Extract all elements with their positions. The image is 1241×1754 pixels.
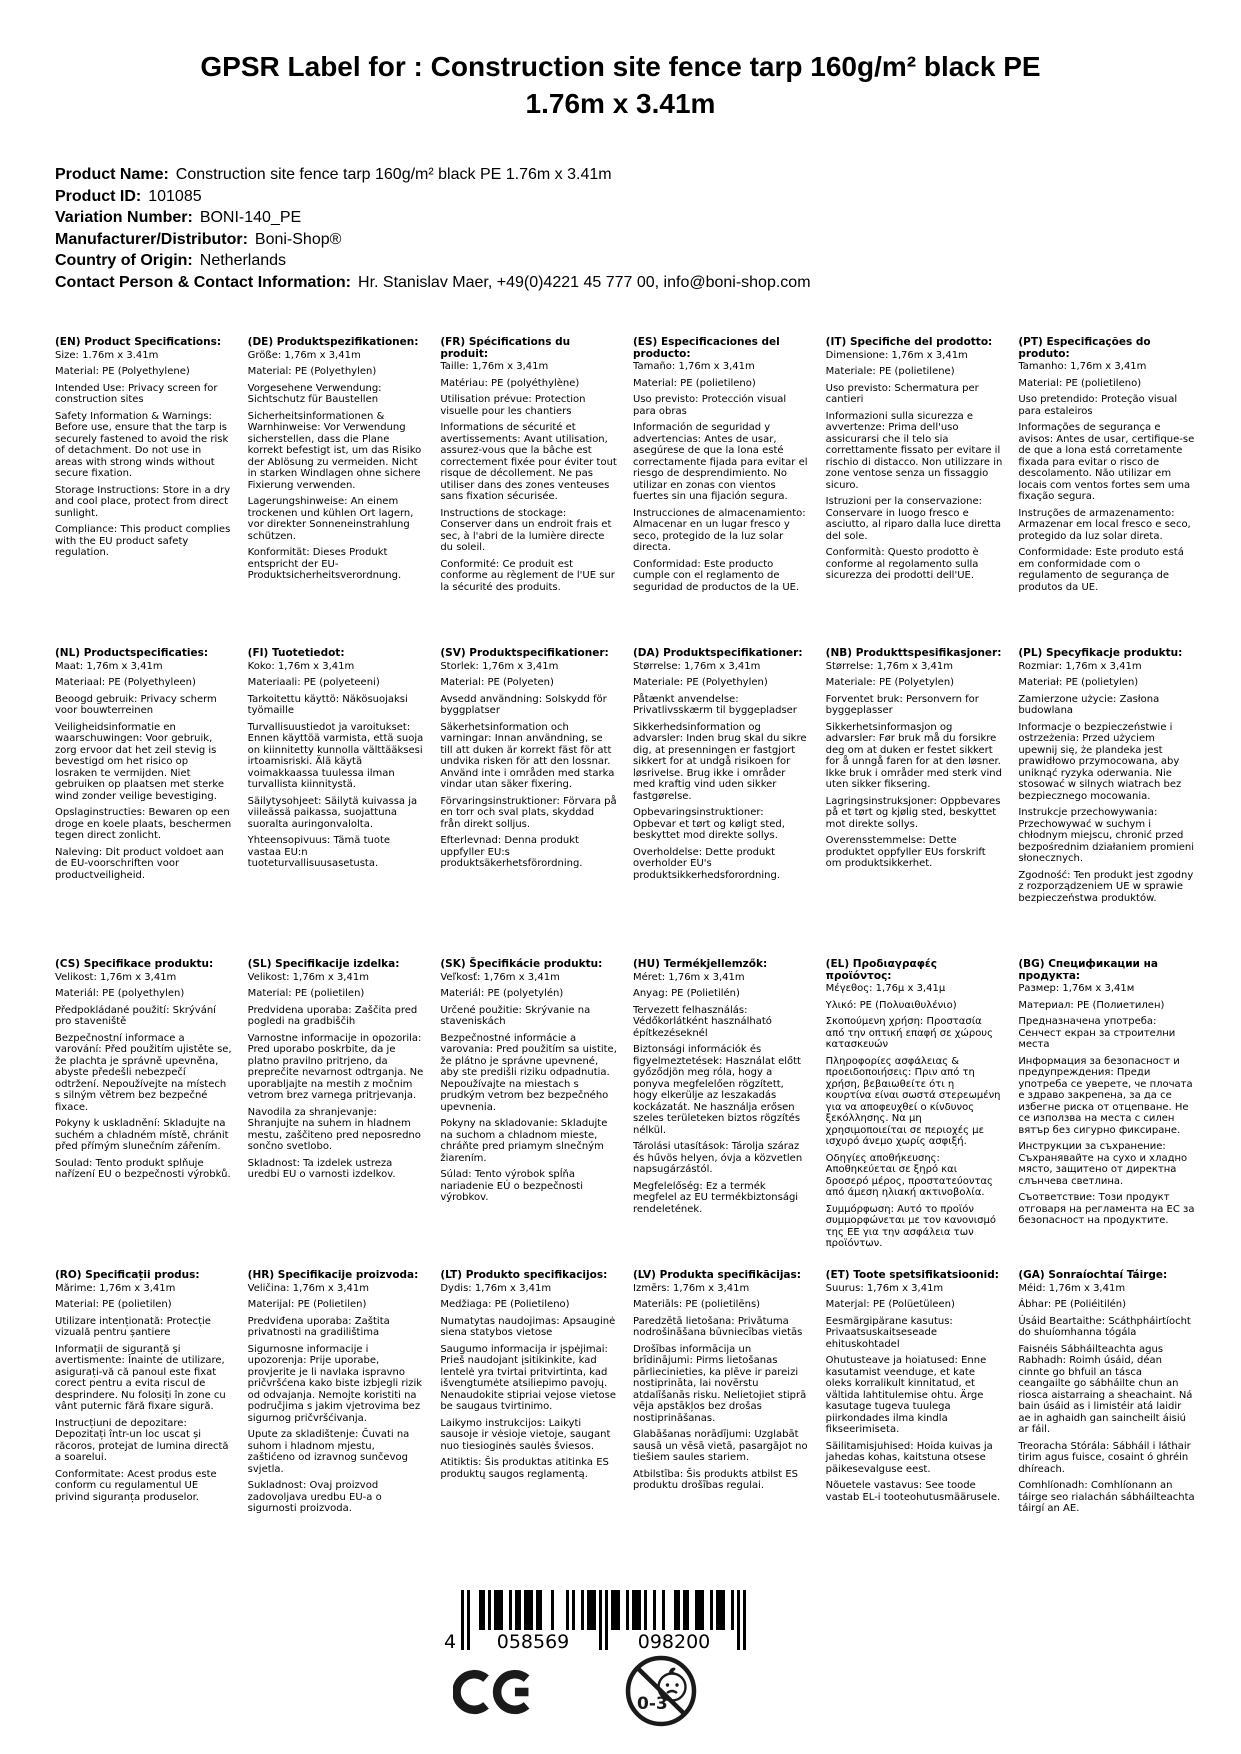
spec-block-heading: (PT) Especificações do produto: bbox=[1018, 336, 1151, 360]
product-info-row bbox=[55, 164, 1201, 186]
spec-block-sl bbox=[248, 959, 425, 1270]
spec-paragraph: Predviđena uporaba: Zaštita privatnosti na gradilištima bbox=[247, 1315, 390, 1338]
spec-paragraph: Laikymo instrukcijos: Laikyti sausoje ir vėsioje vietoje, saugant nuo tiesioginės saulės šviesos. bbox=[440, 1417, 611, 1452]
spec-paragraph: Material: PE (Polyethylene) bbox=[55, 366, 190, 377]
spec-paragraph: Koko: 1,76m x 3,41m bbox=[247, 660, 355, 672]
spec-paragraph: Numatytas naudojimas: Apsauginė siena statybos vietose bbox=[440, 1315, 616, 1338]
product-info-row bbox=[55, 250, 1201, 272]
spec-paragraph: Tarkoitettu käyttö: Näkösuojaksi työmaille bbox=[247, 693, 408, 716]
spec-block-heading: (HU) Termékjellemzők: bbox=[633, 958, 768, 970]
spec-paragraph: Uso previsto: Protección visual para obras bbox=[633, 394, 787, 417]
spec-paragraph: Taille: 1,76m x 3,41m bbox=[440, 361, 549, 372]
spec-paragraph: Intended Use: Privacy screen for construction sites bbox=[55, 382, 218, 405]
spec-block-hr bbox=[248, 1270, 425, 1581]
spec-paragraph: Materiál: PE (polyethylen) bbox=[55, 988, 185, 999]
spec-paragraph: Velikost: 1,76m x 3,41m bbox=[247, 971, 369, 983]
spec-paragraph: Biztonsági információk és figyelmeztetések: Használat előtt győződjön meg róla, hogy a ponyva megfelelően rögzített, hogy elkerülje az leszakadás kockázatát. Ne használja erősen szeles területeken biztos rögzítés nélkül. bbox=[633, 1044, 801, 1136]
spec-paragraph: Turvallisuustiedot ja varoitukset: Ennen käyttöä varmista, että suoja on kiinnitetty kunnolla välttääksesi irtoamisriski. Älä käytä voimakkaassa tuulessa ilman turvallista kiinnitystä. bbox=[247, 721, 424, 790]
spec-block-heading: (BG) Спецификации на продукта: bbox=[1018, 958, 1158, 982]
spec-paragraph: Sikkerhetsinformasjon og advarsler: Før bruk må du forsikre deg om at duken er festet sikkert for å unngå faren for at den løsner. Ikke bruk i områder med sterk vind uten sikker fiksering. bbox=[825, 721, 1002, 790]
spec-paragraph: Conformité: Ce produit est conforme au règlement de l'UE sur la sécurité des produits. bbox=[440, 558, 615, 593]
spec-paragraph: Sukladnost: Ovaj proizvod zadovoljava uredbu EU-a o sigurnosti proizvoda. bbox=[247, 1480, 382, 1514]
spec-paragraph: Säilitamisjuhised: Hoida kuivas ja jahedas kohas, kaitstuna otsese päikesevalguse eest. bbox=[825, 1440, 993, 1475]
spec-block-heading: (HR) Specifikacije proizvoda: bbox=[247, 1269, 419, 1281]
spec-paragraph: Съответствие: Този продукт отговаря на регламента на ЕС за безопасност на продуктите. bbox=[1018, 1192, 1195, 1226]
spec-paragraph: Sigurnosne informacije i upozorenja: Prije uporabe, provjerite je li navlaka ispravno pričvršćena kako biste izbjegli rizik od odvajanja. Nemojte koristiti na područjima s jakim vjetrovima bez sigurnog pričvršćivanja. bbox=[247, 1343, 423, 1424]
spec-paragraph: Tárolási utasítások: Tárolja száraz és hűvös helyen, óvja a közvetlen napsugárzástól. bbox=[633, 1141, 803, 1175]
spec-paragraph: Säilytysohjeet: Säilytä kuivassa ja viileässä paikassa, suojattuna suoralta auringonvalolta. bbox=[247, 795, 418, 830]
spec-paragraph: Информация за безопасност и предупреждения: Преди употреба се уверете, че плочата е здраво закрепена, за да се избегне риска от отцепване. Не се използва на места с силен вятър без сигурно фиксиране. bbox=[1018, 1055, 1193, 1136]
spec-paragraph: Material: PE (Polyeten) bbox=[440, 677, 554, 688]
spec-paragraph: Materjal: PE (Polüetüleen) bbox=[825, 1299, 955, 1310]
spec-paragraph: Material: PE (polietilen) bbox=[55, 1299, 172, 1310]
spec-paragraph: Förvaringsinstruktioner: Förvara på en torr och sval plats, skyddad från direkt solljus. bbox=[440, 795, 617, 830]
spec-paragraph: Storlek: 1,76m x 3,41m bbox=[440, 660, 559, 672]
spec-paragraph: Veiligheidsinformatie en waarschuwingen: Voor gebruik, zorg ervoor dat het zeil stevig is bevestigd om het risico op losraken te vermijden. Niet gebruiken op plaatsen met sterke wind zonder veilige bevestiging. bbox=[55, 721, 224, 802]
spec-paragraph: Πληροφορίες ασφάλειας & προειδοποιήσεις: Πριν από τη χρήση, βεβαιωθείτε ότι η κουρτίνα είναι σωστά στερεωμένη για να αποφευχθεί ο κίνδυνος ξεκόλλησης. Να μη χρησιμοποιείται σε περιοχές με ισχυρό άνεμο χωρίς ασφιξή. bbox=[825, 1055, 1001, 1147]
baby-face-eyes bbox=[666, 1683, 679, 1686]
spec-paragraph: Materijal: PE (Polietilen) bbox=[247, 1299, 367, 1310]
spec-block-pt bbox=[1018, 337, 1195, 648]
spec-paragraph: Instrukcje przechowywania: Przechowywać w suchym i chłodnym miejscu, chronić przed bezpośrednim działaniem promieni słonecznych. bbox=[1018, 807, 1194, 864]
spec-block-heading: (GA) Sonraíochtaí Táirge: bbox=[1018, 1269, 1168, 1281]
page-title bbox=[0, 48, 1241, 122]
spec-block-heading: (FR) Spécifications du produit: bbox=[440, 336, 571, 360]
spec-block-el bbox=[826, 959, 1003, 1270]
product-info-row bbox=[55, 186, 1201, 208]
spec-paragraph: Materiāls: PE (polietilēns) bbox=[633, 1299, 761, 1310]
spec-paragraph: Μέγεθος: 1,76μ x 3,41μ bbox=[825, 983, 946, 994]
spec-block-lt bbox=[440, 1270, 617, 1581]
spec-paragraph: Säkerhetsinformation och varningar: Innan användning, se till att duken är korrekt fäst för att undvika risken för att den lossnar. Använd inte i områden med starka vindar utan säker fixering. bbox=[440, 721, 615, 790]
spec-block-fr bbox=[440, 337, 617, 648]
spec-paragraph: Velikost: 1,76m x 3,41m bbox=[55, 971, 177, 983]
spec-paragraph: Größe: 1,76m x 3,41m bbox=[247, 349, 361, 361]
spec-paragraph: Påtænkt anvendelse: Privatlivsskærm til byggepladser bbox=[633, 693, 797, 716]
spec-paragraph: Informații de siguranță și avertismente: Înainte de utilizare, asigurați-vă că panoul este fixat corect pentru a evita riscul de desprindere. Nu folosiți în zone cu vânt puternic fără fixare sigură. bbox=[55, 1343, 226, 1412]
product-info-label: Product ID: bbox=[55, 187, 142, 205]
spec-block-heading: (EN) Product Specifications: bbox=[55, 336, 222, 348]
spec-block-heading: (ES) Especificaciones del producto: bbox=[633, 336, 780, 360]
spec-paragraph: Materiaal: PE (Polyethyleen) bbox=[55, 677, 196, 688]
spec-paragraph: Instrucțiuni de depozitare: Depozitați într-un loc uscat și răcoros, protejat de lumina directă a soarelui. bbox=[55, 1417, 229, 1463]
spec-paragraph: Soulad: Tento produkt splňuje nařízení EU o bezpečnosti výrobků. bbox=[55, 1157, 231, 1180]
spec-paragraph: Συμμόρφωση: Αυτό το προϊόν συμμορφώνεται με τον κανονισμό της ΕΕ για την ασφάλεια των προϊόντων. bbox=[825, 1203, 996, 1249]
spec-paragraph: Conformitate: Acest produs este conform cu regulamentul UE privind siguranța produselor. bbox=[55, 1468, 217, 1503]
spec-block-heading: (NL) Productspecificaties: bbox=[55, 647, 209, 659]
product-info-value: Boni-Shop® bbox=[254, 230, 342, 248]
spec-paragraph: Varnostne informacije in opozorila: Pred uporabo poskrbite, da je platno pravilno pritrjeno, da preprečite nevarnost odtrganja. Ne uporabljajte na mestih z močnim vetrom brez varnega pritrjevanja. bbox=[247, 1032, 424, 1101]
spec-paragraph: Pokyny k uskladnění: Skladujte na suchém a chladném místě, chránit před přímým slunečním zářením. bbox=[55, 1118, 229, 1152]
spec-block-heading: (ET) Toote spetsifikatsioonid: bbox=[825, 1269, 999, 1281]
spec-paragraph: Mărime: 1,76m x 3,41m bbox=[55, 1282, 176, 1294]
spec-paragraph: Tamanho: 1,76m x 3,41m bbox=[1018, 361, 1147, 372]
spec-paragraph: Suurus: 1,76m x 3,41m bbox=[825, 1282, 944, 1294]
spec-paragraph: Úsáid Beartaithe: Scáthpháirtíocht do shuíomhanna tógála bbox=[1018, 1315, 1191, 1338]
spec-paragraph: Předpokládané použití: Skrývání pro staveniště bbox=[55, 1004, 216, 1027]
ce-mark-icon bbox=[453, 1663, 537, 1721]
spec-block-heading: (SL) Specifikacije izdelka: bbox=[247, 958, 400, 970]
spec-paragraph: Istruzioni per la conservazione: Conservare in luogo fresco e asciutto, al riparo dalla luce diretta del sole. bbox=[825, 496, 1001, 542]
spec-paragraph: Materiale: PE (Polyetylen) bbox=[825, 677, 955, 688]
spec-grid bbox=[55, 337, 1195, 1581]
spec-paragraph: Size: 1.76m x 3.41m bbox=[55, 349, 159, 361]
spec-paragraph: Vorgesehene Verwendung: Sichtschutz für Baustellen bbox=[247, 382, 382, 405]
spec-paragraph: Rozmiar: 1,76m x 3,41m bbox=[1018, 660, 1142, 672]
spec-paragraph: Οδηγίες αποθήκευσης: Αποθηκεύεται σε ξηρό και δροσερό μέρος, προστατεύοντας από άμεση ηλιακή ακτινοβολία. bbox=[825, 1152, 993, 1198]
spec-block-heading: (LV) Produkta specifikācijas: bbox=[633, 1269, 801, 1281]
spec-paragraph: Určené použitie: Skrývanie na staveniskách bbox=[440, 1004, 591, 1027]
spec-paragraph: Méid: 1,76m x 3,41m bbox=[1018, 1282, 1126, 1294]
spec-paragraph: Opslaginstructies: Bewaren op een droge en koele plaats, beschermen tegen direct zonlicht. bbox=[55, 807, 232, 841]
spec-paragraph: Materiale: PE (polietilene) bbox=[825, 366, 955, 377]
spec-paragraph: Overholdelse: Dette produkt overholder EU's produktsikkerhedsforordning. bbox=[633, 846, 781, 881]
spec-block-heading: (DE) Produktspezifikationen: bbox=[247, 336, 419, 348]
spec-paragraph: Maat: 1,76m x 3,41m bbox=[55, 660, 163, 672]
product-info-label: Contact Person & Contact Information: bbox=[55, 273, 352, 291]
ce-letter-c bbox=[457, 1674, 487, 1710]
spec-paragraph: Dydis: 1,76m x 3,41m bbox=[440, 1282, 552, 1294]
spec-paragraph: Opbevaringsinstruktioner: Opbevar et tørt og køligt sted, beskyttet mod direkte sollys. bbox=[633, 807, 785, 841]
spec-paragraph: Skladnost: Ta izdelek ustreza uredbi EU o varnosti izdelkov. bbox=[247, 1157, 396, 1180]
spec-paragraph: Compliance: This product complies with the EU product safety regulation. bbox=[55, 524, 231, 558]
spec-paragraph: Инструкции за съхранение: Съхранявайте на сухо и хладно място, защитено от директна слънчева светлина. bbox=[1018, 1141, 1188, 1187]
spec-paragraph: Materiale: PE (Polyethylen) bbox=[633, 677, 768, 688]
spec-paragraph: Treoracha Stórála: Sábháil i láthair tirim agus fuisce, cosaint ó ghréin dhíreach. bbox=[1018, 1440, 1191, 1475]
page-title-line1: GPSR Label for : Construction site fence tarp 160g/m² black PE bbox=[200, 51, 1041, 82]
spec-paragraph: Sikkerhedsinformation og advarsler: Inden brug skal du sikre dig, at presenningen er fastgjort sikkert for at undgå risikoen for løsrivelse. Brug ikke i områder med kraftig vind uden sikker fastgørelse. bbox=[633, 721, 807, 802]
spec-paragraph: Dimensione: 1,76m x 3,41m bbox=[825, 349, 968, 361]
spec-block-heading: (CS) Specifikace produktu: bbox=[55, 958, 214, 970]
spec-paragraph: Veličina: 1,76m x 3,41m bbox=[247, 1282, 370, 1294]
spec-paragraph: Material: PE (polietileno) bbox=[633, 377, 756, 389]
spec-paragraph: Tamaño: 1,76m x 3,41m bbox=[633, 361, 755, 372]
product-info-row bbox=[55, 207, 1201, 229]
spec-paragraph: Navodila za shranjevanje: Shranjujte na suhem in hladnem mestu, zaščiteno pred neposredno sončno svetlobo. bbox=[247, 1106, 421, 1152]
product-info-label: Manufacturer/Distributor: bbox=[55, 230, 248, 248]
page-title-line2: 1.76m x 3.41m bbox=[525, 88, 716, 119]
spec-paragraph: Atbilstība: Šis produkts atbilst ES produktu drošības regulai. bbox=[633, 1468, 799, 1491]
spec-paragraph: Izmērs: 1,76m x 3,41m bbox=[633, 1282, 750, 1294]
product-info-label: Variation Number: bbox=[55, 209, 193, 226]
product-info-value: Hr. Stanislav Maer, +49(0)4221 45 777 00, info@boni-shop.com bbox=[358, 273, 811, 291]
spec-paragraph: Información de seguridad y advertencias: Antes de usar, asegúrese de que la lona esté correctamente fijada para evitar el riesgo de desprendimiento. No utilizar en zonas con vientos fuertes sin una fijación segura. bbox=[633, 422, 808, 502]
spec-paragraph: Atitiktis: Šis produktas atitinka ES produktų saugos reglamentą. bbox=[440, 1457, 609, 1480]
product-info-label: Country of Origin: bbox=[55, 252, 193, 269]
spec-block-nl bbox=[55, 648, 232, 959]
spec-paragraph: Yhteensopivuus: Tämä tuote vastaa EU:n tuoteturvallisuusasetusta. bbox=[247, 835, 391, 869]
spec-paragraph: Ábhar: PE (Poliéitilén) bbox=[1018, 1299, 1127, 1310]
spec-paragraph: Beoogd gebruik: Privacy scherm voor bouwterreinen bbox=[55, 693, 217, 716]
spec-paragraph: Informazioni sulla sicurezza e avvertenze: Prima dell'uso assicurarsi che il telo sia correttamente fissato per evitare il rischio di distacco. Non utilizzare in zone ventose senza un fissaggio sicuro. bbox=[825, 410, 1003, 491]
spec-paragraph: Veľkosť: 1,76m x 3,41m bbox=[440, 971, 560, 983]
spec-paragraph: Storage Instructions: Store in a dry and cool place, protect from direct sunlight. bbox=[55, 484, 231, 519]
spec-block-heading: (DA) Produktspecifikationer: bbox=[633, 647, 803, 659]
spec-paragraph: Upute za skladištenje: Čuvati na suhom i hladnom mjestu, zaštićeno od izravnog sunčevog svjetla. bbox=[247, 1429, 410, 1475]
spec-block-heading: (IT) Specifiche del prodotto: bbox=[825, 336, 993, 348]
spec-paragraph: Predvidena uporaba: Zaščita pred pogledi na gradbiščih bbox=[247, 1004, 418, 1027]
spec-paragraph: Lagringsinstruksjoner: Oppbevares på et tørt og kjølig sted, beskyttet mot direkte sollys. bbox=[825, 795, 1001, 830]
spec-paragraph: Méret: 1,76m x 3,41m bbox=[633, 971, 745, 983]
spec-paragraph: Tervezett felhasználás: Védőkorlátként használható építkezéseknél bbox=[633, 1004, 772, 1039]
spec-paragraph: Súlad: Tento výrobok spĺňa nariadenie EÚ o bezpečnosti výrobkov. bbox=[440, 1169, 583, 1203]
spec-block-heading: (EL) Προδιαγραφές προϊόντος: bbox=[825, 958, 937, 982]
spec-block-sv bbox=[440, 648, 617, 959]
spec-paragraph: Faisnéis Sábháilteachta agus Rabhadh: Roimh úsáid, déan cinnte go bhfuil an tásca ceangailte go sábháilte chun an riosca aistarraing a sheachaint. Ná bain úsáid as i limistéir atá laidir ae in aghaidh gan saincheilt áisiú ar fáil. bbox=[1018, 1343, 1193, 1435]
spec-paragraph: Materiaali: PE (polyeteeni) bbox=[247, 677, 380, 688]
spec-paragraph: Informações de segurança e avisos: Antes de usar, certifique-se de que a lona está corretamente fixada para evitar o risco de descolamento. Não utilizar em locais com ventos fortes sem uma fixação segura. bbox=[1018, 422, 1195, 502]
spec-paragraph: Efterlevnad: Denna produkt uppfyller EU:s produktsäkerhetsförordning. bbox=[440, 835, 583, 869]
spec-paragraph: Forventet bruk: Personvern for byggeplasser bbox=[825, 693, 979, 716]
spec-paragraph: Nõuetele vastavus: See toode vastab EL-i tooteohutusmäärusele. bbox=[825, 1480, 1001, 1503]
spec-paragraph: Drošības informācija un brīdinājumi: Pirms lietošanas pārliecinieties, ka plēve ir pareizi nostiprināta, lai novērstu atdalīšanās risku. Nelietojiet stiprā vēja apstākļos bez drošas nostiprināšanas. bbox=[633, 1343, 807, 1424]
spec-paragraph: Paredzētā lietošana: Privātuma nodrošināšana būvniecības vietās bbox=[633, 1315, 803, 1338]
spec-block-ro bbox=[55, 1270, 232, 1581]
spec-block-heading: (FI) Tuotetiedot: bbox=[247, 647, 345, 659]
spec-paragraph: Bezpečnostní informace a varování: Před použitím ujistěte se, že plachta je správně upevněna, abyste předešli nebezpečí odtržení. Nepoužívejte na místech s silným větrem bez bezpečné fixace. bbox=[55, 1032, 232, 1113]
spec-paragraph: Matériau: PE (polyéthylène) bbox=[440, 377, 580, 389]
spec-paragraph: Naleving: Dit product voldoet aan de EU-voorschriften voor productveiligheid. bbox=[55, 846, 224, 881]
product-info bbox=[55, 164, 1201, 293]
spec-paragraph: Comhlíonadh: Comhlíonann an táirge seo rialachán sábháilteachta táirgí an AE. bbox=[1018, 1480, 1195, 1514]
spec-block-en bbox=[55, 337, 232, 648]
product-info-row bbox=[55, 272, 1201, 294]
spec-paragraph: Materiál: PE (polyetylén) bbox=[440, 988, 564, 999]
barcode-lead-digit: 4 bbox=[443, 1631, 457, 1653]
barcode-left-group: 058569 bbox=[496, 1631, 570, 1653]
spec-paragraph: Pokyny na skladovanie: Skladujte na suchom a chladnom mieste, chráňte pred priamym slnečným žiarením. bbox=[440, 1118, 608, 1164]
spec-paragraph: Glabāšanas norādījumi: Uzglabāt sausā un vēsā vietā, pasargājot no tiešiem saules stariem. bbox=[633, 1429, 808, 1463]
spec-block-heading: (PL) Specyfikacje produktu: bbox=[1018, 647, 1183, 659]
barcode-right-group: 098200 bbox=[637, 1631, 711, 1653]
spec-block-lv bbox=[633, 1270, 810, 1581]
spec-paragraph: Zamierzone użycie: Zasłona budowlana bbox=[1018, 693, 1160, 716]
spec-paragraph: Utilizare intenționată: Protecție vizuală pentru șantiere bbox=[55, 1315, 211, 1338]
spec-paragraph: Medžiaga: PE (Polietileno) bbox=[440, 1299, 570, 1310]
spec-paragraph: Instructions de stockage: Conserver dans un endroit frais et sec, à l'abri de la lumière directe du soleil. bbox=[440, 507, 612, 553]
spec-block-bg bbox=[1018, 959, 1195, 1270]
spec-block-fi bbox=[248, 648, 425, 959]
spec-paragraph: Material: PE (Polyethylen) bbox=[247, 366, 377, 377]
spec-block-cs bbox=[55, 959, 232, 1270]
spec-paragraph: Material: PE (polietilen) bbox=[247, 988, 365, 999]
product-info-value: BONI-140_PE bbox=[199, 209, 302, 226]
spec-block-heading: (SV) Produktspecifikationer: bbox=[440, 647, 609, 659]
spec-block-es bbox=[633, 337, 810, 648]
spec-paragraph: Instrucciones de almacenamiento: Almacenar en un lugar fresco y seco, protegido de la luz solar directa. bbox=[633, 507, 806, 553]
spec-block-heading: (SK) Špecifikácie produktu: bbox=[440, 958, 603, 970]
spec-paragraph: Conformidade: Este produto está em conformidade com o regulamento de segurança de produtos da UE. bbox=[1018, 547, 1184, 593]
spec-block-heading: (NB) Produkttspesifikasjoner: bbox=[825, 647, 1002, 659]
spec-paragraph: Størrelse: 1,76m x 3,41m bbox=[825, 660, 953, 672]
spec-paragraph: Bezpečnostné informácie a varovania: Pred použitím sa uistite, že plátno je správne upevnené, aby ste predišli riziku odpadnutia. Nepoužívajte na miestach s prudkým vetrom bez bezpečného upevnenia. bbox=[440, 1032, 617, 1113]
product-info-row bbox=[55, 229, 1201, 251]
spec-paragraph: Eesmärgipärane kasutus: Privaatsuskaitseseade ehituskohtadel bbox=[825, 1315, 953, 1350]
spec-block-ga bbox=[1018, 1270, 1195, 1581]
spec-paragraph: Safety Information & Warnings: Before use, ensure that the tarp is securely fastened to avoid the risk of detachment. Do not use in areas with strong winds without secure fixation. bbox=[55, 410, 229, 479]
spec-paragraph: Konformität: Dieses Produkt entspricht der EU-Produktsicherheitsverordnung. bbox=[247, 547, 402, 581]
spec-block-et bbox=[826, 1270, 1003, 1581]
spec-paragraph: Uso previsto: Schermatura per cantieri bbox=[825, 382, 979, 405]
spec-paragraph: Ohutusteave ja hoiatused: Enne kasutamist veenduge, et kate oleks korralikult kinnitatud, et vältida lahtitulemise ohtu. Ärge kasutage tugeva tuulega piirkondades ilma kindla fikseerimiseta. bbox=[825, 1355, 987, 1435]
spec-block-sk bbox=[440, 959, 617, 1270]
spec-paragraph: Zgodność: Ten produkt jest zgodny z rozporządzeniem UE w sprawie bezpieczeństwa produktów. bbox=[1018, 869, 1194, 904]
spec-block-nb bbox=[826, 648, 1003, 959]
age-range-label: 0-3 bbox=[637, 1694, 668, 1714]
spec-paragraph: Σκοπούμενη χρήση: Προστασία από την οπτική επαφή σε χώρους κατασκευών bbox=[825, 1016, 993, 1050]
spec-block-it bbox=[826, 337, 1003, 648]
spec-paragraph: Størrelse: 1,76m x 3,41m bbox=[633, 660, 761, 672]
spec-paragraph: Conformità: Questo prodotto è conforme al regolamento sulla sicurezza dei prodotti dell'UE. bbox=[825, 547, 979, 581]
spec-paragraph: Conformidad: Este producto cumple con el reglamento de seguridad de productos de la UE. bbox=[633, 558, 800, 593]
spec-paragraph: Informations de sécurité et avertissements: Avant utilisation, assurez-vous que la bâche est correctement fixée pour éviter tout risque de décollement. Ne pas utiliser dans des zones venteuses sans fixation sécurisée. bbox=[440, 422, 617, 502]
product-info-value: Construction site fence tarp 160g/m² black PE 1.76m x 3.41m bbox=[175, 166, 612, 183]
spec-paragraph: Υλικό: PE (Πολυαιθυλένιο) bbox=[825, 999, 957, 1011]
spec-paragraph: Anyag: PE (Polietilén) bbox=[633, 988, 740, 999]
spec-paragraph: Informacje o bezpieczeństwie i ostrzeżenia: Przed użyciem upewnij się, że plandeka jest prawidłowo przymocowana, aby uniknąć ryzyka oderwania. Nie stosować w silnych wiatrach bez bezpiecznego mocowania. bbox=[1018, 721, 1182, 802]
spec-paragraph: Размер: 1,76м x 3,41м bbox=[1018, 983, 1135, 994]
spec-block-heading: (RO) Specificații produs: bbox=[55, 1269, 200, 1281]
spec-paragraph: Avsedd användning: Solskydd för byggplatser bbox=[440, 693, 607, 716]
spec-paragraph: Materiał: PE (polietylen) bbox=[1018, 677, 1139, 688]
product-info-value: 101085 bbox=[148, 187, 202, 205]
spec-paragraph: Uso pretendido: Proteção visual para estaleiros bbox=[1018, 394, 1178, 417]
spec-block-heading: (LT) Produkto specifikacijos: bbox=[440, 1269, 608, 1281]
spec-block-pl bbox=[1018, 648, 1195, 959]
product-info-value: Netherlands bbox=[199, 252, 287, 269]
spec-block-hu bbox=[633, 959, 810, 1270]
spec-paragraph: Материал: PE (Полиетилен) bbox=[1018, 999, 1165, 1011]
spec-paragraph: Megfelelőség: Ez a termék megfelel az EU termékbiztonsági rendeletének. bbox=[633, 1180, 799, 1215]
spec-paragraph: Overensstemmelse: Dette produktet oppfyller EUs forskrift om produktsikkerhet. bbox=[825, 835, 986, 869]
age-warning-0-3-icon bbox=[624, 1654, 698, 1728]
spec-paragraph: Saugumo informacija ir įspėjimai: Prieš naudojant įsitikinkite, kad lentelė yra tvirtai pritvirtinta, kad išvengtumėte atsiliepimo pavojų. Nenaudokite stipriai vejose vietose be saugaus tvirtinimo. bbox=[440, 1343, 617, 1412]
spec-paragraph: Lagerungshinweise: An einem trockenen und kühlen Ort lagern, vor direkter Sonneneinstrahlung schützen. bbox=[247, 496, 414, 542]
product-info-label: Product Name: bbox=[55, 166, 169, 183]
spec-paragraph: Material: PE (polietileno) bbox=[1018, 377, 1142, 389]
spec-paragraph: Instruções de armazenamento: Armazenar em local fresco e seco, protegido da luz solar direta. bbox=[1018, 507, 1191, 542]
spec-paragraph: Utilisation prévue: Protection visuelle pour les chantiers bbox=[440, 394, 586, 417]
spec-paragraph: Предназначена употреба: Сенчест екран за строителни места bbox=[1018, 1016, 1176, 1050]
spec-block-da bbox=[633, 648, 810, 959]
ean13-barcode bbox=[437, 1588, 777, 1662]
spec-block-de bbox=[248, 337, 425, 648]
spec-paragraph: Sicherheitsinformationen & Warnhinweise: Vor Verwendung sicherstellen, dass die Plane korrekt befestigt ist, um das Risiko der Ablösung zu vermeiden. Nicht in starken Windlagen ohne sichere Fixierung verwenden. bbox=[247, 410, 422, 491]
